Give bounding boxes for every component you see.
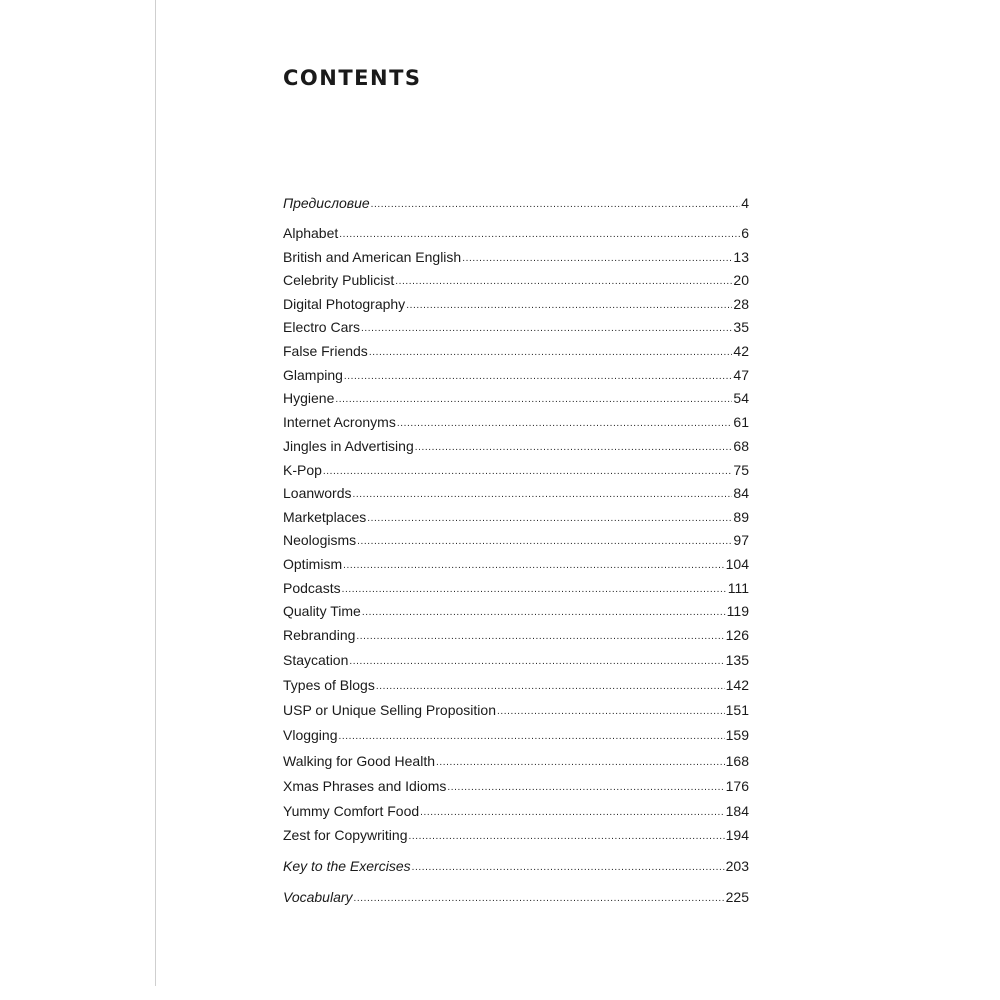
toc-entry-page-number: 68 [733,438,749,454]
dot-leader [349,649,724,672]
dot-leader [339,222,740,245]
toc-entry-title: Internet Acronyms [283,414,396,430]
toc-entry-page-number: 47 [733,367,749,383]
toc-entry [283,460,749,480]
dot-leader [335,387,732,410]
toc-entry-title: Hygiene [283,390,335,406]
toc-entry-title: Yummy Comfort Food [283,803,420,819]
page-edge-line [155,0,156,986]
dot-leader [397,411,733,434]
toc-entry-page-number: 135 [725,652,749,668]
dot-leader [344,364,733,387]
dot-leader [361,316,732,339]
toc-entry-page-number: 13 [733,249,749,265]
toc-entry [283,365,749,385]
toc-entry-page-number: 4 [741,195,749,211]
dot-leader [371,192,741,215]
toc-entry-title: USP or Unique Selling Proposition [283,702,496,718]
dot-leader [420,800,724,823]
toc-entry [283,887,749,907]
toc-entry [283,650,749,670]
toc-entry-title: Rebranding [283,627,356,643]
toc-entry-page-number: 42 [733,343,749,359]
toc-entry-page-number: 203 [725,858,749,874]
toc-entry [283,193,749,213]
toc-entry-title: Staycation [283,652,349,668]
toc-entry-page-number: 35 [733,319,749,335]
toc-entry [283,625,749,645]
toc-entry-title: Types of Blogs [283,677,375,693]
toc-entry [283,825,749,845]
dot-leader [376,674,725,697]
toc-entry-title: British and American English [283,249,462,265]
toc-entry-page-number: 20 [733,272,749,288]
toc-entry-title: Digital Photography [283,296,406,312]
dot-leader [497,699,725,722]
toc-entry [283,388,749,408]
toc-entry-page-number: 111 [727,580,749,596]
toc-entry-title: Optimism [283,556,343,572]
toc-entry-title: Electro Cars [283,319,361,335]
toc-entry [283,483,749,503]
dot-leader [353,482,733,505]
dot-leader [395,269,732,292]
toc-entry [283,776,749,796]
toc-entry [283,247,749,267]
toc-entry [283,801,749,821]
toc-entry-page-number: 151 [725,702,749,718]
dot-leader [362,600,726,623]
toc-entry [283,725,749,745]
toc-entry-title: Celebrity Publicist [283,272,395,288]
dot-leader [408,824,724,847]
dot-leader [342,577,727,600]
toc-entry [283,554,749,574]
toc-entry-page-number: 119 [726,603,749,619]
toc-entry [283,700,749,720]
toc-entry [283,507,749,527]
toc-entry-title: Key to the Exercises [283,858,411,874]
toc-entry-title: Glamping [283,367,343,383]
toc-entry [283,412,749,432]
dot-leader [323,459,733,482]
toc-entry [283,751,749,771]
toc-entry-page-number: 6 [741,225,749,241]
toc-entry [283,270,749,290]
toc-entry-page-number: 97 [733,532,749,548]
toc-entry-title: Marketplaces [283,509,367,525]
toc-entry-title: Quality Time [283,603,361,619]
dot-leader [406,293,732,316]
toc-entry [283,530,749,550]
page-title: CONTENTS [283,66,422,90]
toc-entry-title: K-Pop [283,462,322,478]
toc-entry [283,601,749,621]
toc-entry [283,317,749,337]
toc-entry-page-number: 142 [725,677,749,693]
toc-entry-title: Loanwords [283,485,352,501]
dot-leader [462,246,732,269]
toc-entry-page-number: 54 [733,390,749,406]
toc-entry-page-number: 159 [725,727,749,743]
toc-entry-page-number: 194 [725,827,749,843]
toc-entry [283,436,749,456]
dot-leader [339,724,725,747]
dot-leader [356,624,724,647]
toc-entry [283,223,749,243]
toc-entry [283,856,749,876]
toc-entry-title: Vlogging [283,727,338,743]
dot-leader [447,775,724,798]
dot-leader [354,886,725,909]
toc-entry-page-number: 84 [733,485,749,501]
dot-leader [436,750,725,773]
dot-leader [367,506,732,529]
dot-leader [343,553,725,576]
toc-entry-title: Предисловие [283,195,370,211]
toc-entry-page-number: 184 [725,803,749,819]
toc-entry-page-number: 168 [725,753,749,769]
toc-entry [283,341,749,361]
toc-entry-page-number: 75 [733,462,749,478]
toc-entry-page-number: 126 [725,627,749,643]
toc-entry-title: Zest for Copywriting [283,827,408,843]
toc-entry-title: Walking for Good Health [283,753,435,769]
dot-leader [369,340,733,363]
toc-entry [283,578,749,598]
toc-entry [283,675,749,695]
toc-entry-page-number: 225 [725,889,749,905]
dot-leader [415,435,733,458]
toc-entry-page-number: 28 [733,296,749,312]
toc-entry-title: Xmas Phrases and Idioms [283,778,447,794]
toc-entry-page-number: 176 [725,778,749,794]
toc-entry-page-number: 61 [733,414,749,430]
toc-entry-title: Podcasts [283,580,341,596]
dot-leader [412,855,725,878]
toc-entry-page-number: 89 [733,509,749,525]
toc-entry [283,294,749,314]
toc-entry-title: False Friends [283,343,368,359]
toc-entry-title: Jingles in Advertising [283,438,414,454]
toc-entry-title: Alphabet [283,225,339,241]
toc-entry-title: Neologisms [283,532,357,548]
dot-leader [357,529,732,552]
toc-entry-title: Vocabulary [283,889,353,905]
toc-entry-page-number: 104 [725,556,749,572]
